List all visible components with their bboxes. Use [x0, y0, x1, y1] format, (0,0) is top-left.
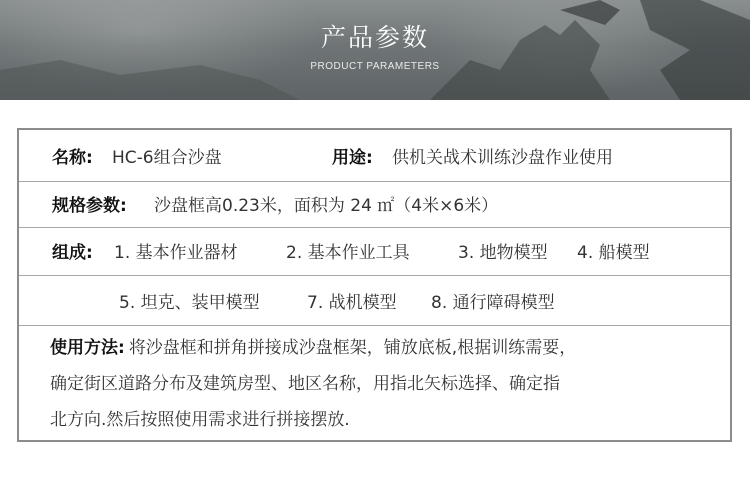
row-spec	[19, 181, 730, 228]
composition-item: 3. 地物模型	[458, 243, 548, 263]
composition-item: 7. 战机模型	[307, 293, 397, 313]
usage-method-line-2: 确定街区道路分布及建筑房型、地区名称，用指北矢标选择、确定指	[50, 374, 560, 394]
name-value: HC-6组合沙盘	[112, 148, 222, 168]
spec-label: 规格参数:	[52, 196, 127, 216]
usage-label: 用途:	[332, 148, 373, 168]
usage-value: 供机关战术训练沙盘作业使用	[392, 148, 613, 168]
composition-item: 1. 基本作业器材	[114, 243, 238, 263]
usage-method-line-3: 北方向.然后按照使用需求进行拼接摆放.	[50, 410, 350, 430]
composition-item: 8. 通行障碍模型	[431, 293, 555, 313]
row-composition-2	[19, 276, 730, 326]
row-composition-1	[19, 228, 730, 276]
composition-item: 5. 坦克、装甲模型	[119, 293, 260, 313]
composition-label: 组成:	[52, 243, 93, 263]
parameters-table	[17, 128, 732, 442]
page-title: 产品参数	[320, 23, 429, 52]
composition-item: 2. 基本作业工具	[286, 243, 410, 263]
composition-item: 4. 船模型	[577, 243, 650, 263]
usage-method-text: 将沙盘框和拼角拼接成沙盘框架，铺放底板,根据训练需要，	[128, 338, 577, 358]
page-subtitle: PRODUCT PARAMETERS	[310, 61, 440, 72]
row-usage-method	[19, 326, 730, 440]
row-name-usage	[19, 130, 730, 182]
usage-method-line-1	[50, 330, 720, 366]
usage-method-label: 使用方法:	[50, 338, 125, 358]
name-label: 名称:	[52, 148, 93, 168]
spec-value: 沙盘框高0.23米，面积为 24 ㎡（4米×6米）	[154, 196, 499, 216]
header-banner	[0, 0, 750, 100]
usage-method-paragraph	[50, 330, 720, 438]
